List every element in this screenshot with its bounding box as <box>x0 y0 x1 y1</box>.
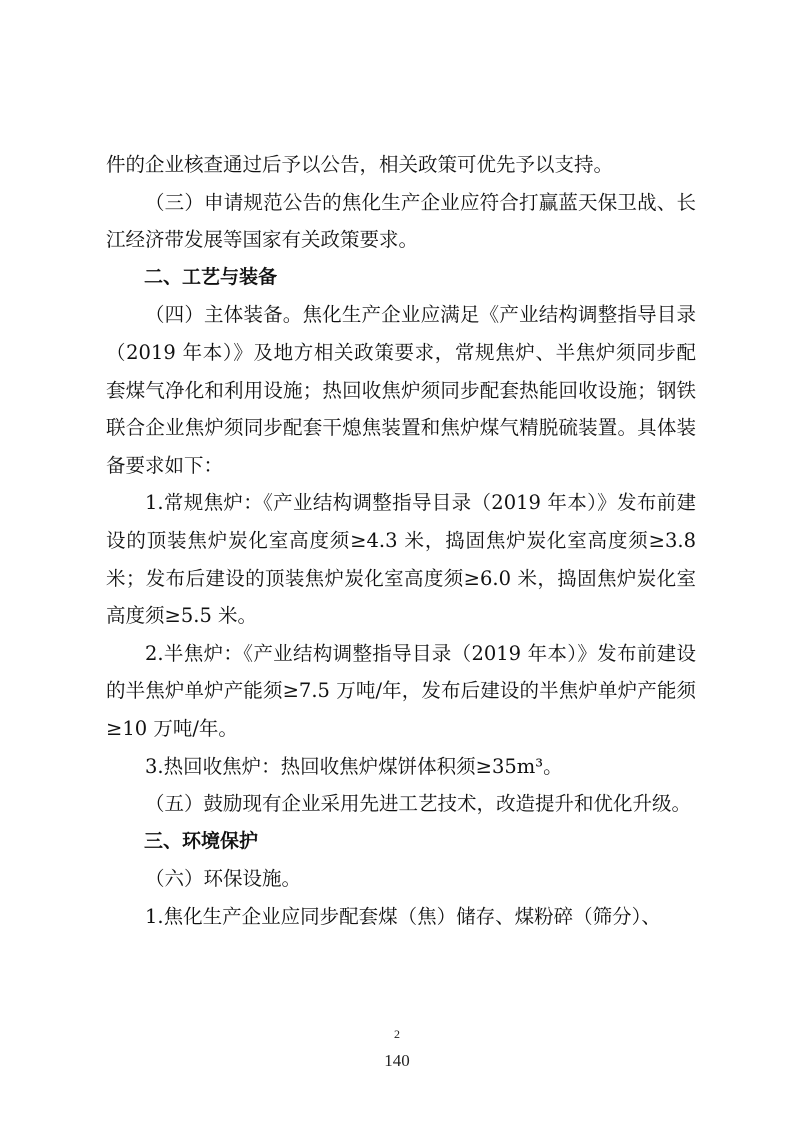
section-heading: 二、工艺与装备 <box>144 265 278 288</box>
paragraph: 3.热回收焦炉：热回收焦炉煤饼体积须≥35m³。 <box>145 754 563 778</box>
paragraph: （四）主体装备。焦化生产企业应满足《产业结构调整指导目录（2019 年本）》及地方相关政策要求，常规焦炉、半焦炉须同步配套煤气净化和利用设施；热回收焦炉须同步配套热能回收设施；钢铁联合企业焦炉须同步配套干熄焦装置和焦炉煤气精脱硫装置。具体装备要求如下： <box>106 303 696 477</box>
paragraph: （六）环保设施。 <box>145 867 302 891</box>
document-page-number: 140 <box>384 1051 410 1070</box>
paragraph: （五）鼓励现有企业采用先进工艺技术，改造提升和优化升级。 <box>145 792 692 816</box>
document-body <box>106 146 696 935</box>
paragraph: 件的企业核查通过后予以公告，相关政策可优先予以支持。 <box>106 153 614 176</box>
page-number: 2 <box>394 1027 400 1041</box>
paragraph: 1.焦化生产企业应同步配套煤（焦）储存、煤粉碎（筛分）、 <box>145 904 661 928</box>
paragraph: （三）申请规范公告的焦化生产企业应符合打赢蓝天保卫战、长江经济带发展等国家有关政策要求。 <box>106 190 696 252</box>
paragraph: 1.常规焦炉：《产业结构调整指导目录（2019 年本）》发布前建设的顶装焦炉炭化室高度须≥4.3 米，捣固焦炉炭化室高度须≥3.8 米；发布后建设的顶装焦炉炭化室高度须≥6.0 米，捣固焦炉炭化室高度须≥5.5 米。 <box>106 491 696 628</box>
section-heading: 三、环境保护 <box>144 829 259 852</box>
paragraph: 2.半焦炉：《产业结构调整指导目录（2019 年本）》发布前建设的半焦炉单炉产能须≥7.5 万吨/年，发布后建设的半焦炉单炉产能须≥10 万吨/年。 <box>106 641 696 740</box>
